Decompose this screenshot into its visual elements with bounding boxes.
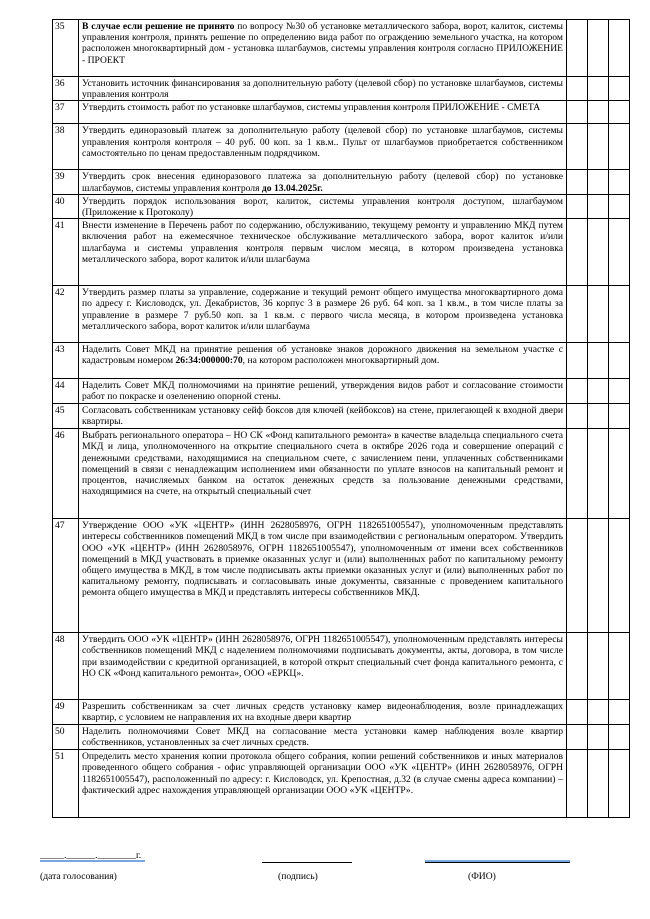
fio-underline	[425, 860, 570, 862]
agenda-row	[53, 519, 630, 633]
item-text-pre: Наделить Совет МКД на принятие решения об установке знаков дорожного движения на земельном участке с кадастровым номером	[82, 344, 563, 367]
vote-against-cell[interactable]	[588, 124, 609, 170]
item-number: 39	[53, 170, 79, 194]
vote-for-cell[interactable]	[567, 429, 588, 519]
agenda-row	[53, 429, 630, 519]
item-text-pre: Разрешить собственникам за счет личных средств установку камер видеонаблюдения, возле принадлежащих квартир, с условием не направления их на входные двери квартир	[82, 701, 563, 724]
item-text-pre: Утверждение ООО «УК «ЦЕНТР» (ИНН 2628058976, ОГРН 1182651005547), уполномоченным представлять интересы собственников помещений МКД в том числе при взаимодействии с региональным оператором. Утвердить ООО «УК «ЦЕНТР» (ИНН 2628058976, ОГРН 1182651005547), уполномоченным от имени всех собственников помещений в МКД участвовать в приемке оказанных услуг и (или) выполненных работ по капитальному ремонту общего имущества в МКД, в том числе подписывать акты приемки оказанных услуг и (или) выполненных работ по капитальному ремонту, подписывать и согласовывать иные документы, связанные с проведением капитального ремонта общего имущества в МКД и представлять интересы собственников МКД.	[82, 520, 563, 599]
vote-abstain-cell[interactable]	[609, 429, 630, 519]
agenda-row	[53, 170, 630, 194]
agenda-row	[53, 286, 630, 343]
item-text	[79, 124, 567, 170]
vote-for-cell[interactable]	[567, 519, 588, 633]
vote-against-cell[interactable]	[588, 404, 609, 429]
agenda-row	[53, 124, 630, 170]
item-text-pre: Наделить полномочиями Совет МКД на согласование места установки камер наблюдения возле квартир собственников, установленных за счет личных средств.	[82, 726, 563, 749]
item-text-pre: Утвердить ООО «УК «ЦЕНТР» (ИНН 2628058976, ОГРН 1182651005547), уполномоченным представлять интересы собственников помещений МКД с наделением полномочиями подписывать документы, акты, договора, в том числе при взаимодействии с кредитной организацией, в которой открыт специальный счет фонда капитального ремонта, с НО СК «Фонд капитального ремонта», ООО «ЕРКЦ».	[82, 634, 563, 679]
item-text	[79, 725, 567, 750]
item-text	[79, 633, 567, 700]
agenda-row	[53, 725, 630, 750]
vote-abstain-cell[interactable]	[609, 20, 630, 77]
item-text	[79, 519, 567, 633]
item-number: 35	[53, 20, 79, 77]
vote-abstain-cell[interactable]	[609, 170, 630, 194]
vote-against-cell[interactable]	[588, 77, 609, 101]
item-text-pre: Утвердить единоразовый платеж за дополнительную работу (целевой сбор) по установке шлагбаумов, системы управления контроля контроля – 40 руб. 00 коп. за 1 кв.м.. Пульт от шлагбаумов приобретается собственником самостоятельно по ценам предоставленным подрядчиком.	[82, 125, 563, 159]
vote-against-cell[interactable]	[588, 700, 609, 725]
item-number: 48	[53, 633, 79, 700]
item-number: 47	[53, 519, 79, 633]
item-text	[79, 194, 567, 218]
vote-abstain-cell[interactable]	[609, 379, 630, 404]
vote-for-cell[interactable]	[567, 124, 588, 170]
vote-abstain-cell[interactable]	[609, 519, 630, 633]
item-number: 40	[53, 194, 79, 218]
vote-against-cell[interactable]	[588, 20, 609, 77]
item-text-pre: Утвердить срок внесения единоразового платежа за дополнительную работу (целевой сбор) по установке шлагбаумов, системы управления контроля	[82, 171, 563, 194]
item-text	[79, 404, 567, 429]
vote-abstain-cell[interactable]	[609, 101, 630, 124]
item-text-pre: Наделить Совет МКД полномочиями на принятие решений, утверждения видов работ и согласование стоимости работ по покраске и озеленению опорной стены.	[82, 380, 563, 403]
vote-for-cell[interactable]	[567, 77, 588, 101]
vote-against-cell[interactable]	[588, 170, 609, 194]
vote-abstain-cell[interactable]	[609, 750, 630, 818]
vote-for-cell[interactable]	[567, 286, 588, 343]
vote-against-cell[interactable]	[588, 750, 609, 818]
item-text-pre: Установить источник финансирования за дополнительную работу (целевой сбор) по установке шлагбаумов, системы управления контроля	[82, 78, 563, 101]
item-text	[79, 429, 567, 519]
item-number: 38	[53, 124, 79, 170]
agenda-row	[53, 101, 630, 124]
vote-against-cell[interactable]	[588, 286, 609, 343]
vote-against-cell[interactable]	[588, 633, 609, 700]
vote-for-cell[interactable]	[567, 700, 588, 725]
item-text	[79, 101, 567, 124]
item-text-pre: Утвердить порядок использования ворот, калиток, системы управления контроля доступом, шлагбаумом (Приложение к Протоколу)	[82, 195, 563, 219]
vote-abstain-cell[interactable]	[609, 77, 630, 101]
item-text	[79, 379, 567, 404]
item-text-pre: Внести изменение в Перечень работ по содержанию, обслуживанию, текущему ремонту и управлению МКД путем включения работ на ежемесячное техническое обслуживание металлического забора, ворот калиток и/или шлагбаума и системы управления контроля первым числом месяца, в котором произведена установка металлического забора, ворот калиток и/или шлагбаума	[82, 220, 563, 265]
item-number: 49	[53, 700, 79, 725]
vote-for-cell[interactable]	[567, 20, 588, 77]
vote-abstain-cell[interactable]	[609, 725, 630, 750]
agenda-row	[53, 700, 630, 725]
item-text	[79, 700, 567, 725]
vote-abstain-cell[interactable]	[609, 343, 630, 379]
agenda-row	[53, 343, 630, 379]
agenda-row	[53, 404, 630, 429]
vote-for-cell[interactable]	[567, 101, 588, 124]
item-number: 41	[53, 219, 79, 286]
item-number: 45	[53, 404, 79, 429]
vote-against-cell[interactable]	[588, 101, 609, 124]
vote-abstain-cell[interactable]	[609, 700, 630, 725]
vote-abstain-cell[interactable]	[609, 219, 630, 286]
agenda-row	[53, 77, 630, 101]
agenda-row	[53, 379, 630, 404]
item-text-pre: Определить место хранения копии протокола общего собрания, копии решений собственников и иных материалов проведенного общего собрания - офис управляющей организации ООО «УК «ЦЕНТР» (ИНН 2628058976, ОГРН 1182651005547), расположенный по адресу: г. Кисловодск, ул. Крепостная, д.32 (в случае смены адреса компании) – фактический адрес нахождения управляющей организации ООО «УК «ЦЕНТР».	[82, 751, 563, 796]
vote-abstain-cell[interactable]	[609, 404, 630, 429]
item-text	[79, 170, 567, 194]
vote-for-cell[interactable]	[567, 725, 588, 750]
vote-against-cell[interactable]	[588, 429, 609, 519]
vote-for-cell[interactable]	[567, 379, 588, 404]
item-text-pre: Утвердить размер платы за управление, содержание и текущий ремонт общего имущества многоквартирного дома по адресу г. Кисловодск, ул. Декабристов, 36 корпус 3 в размере 26 руб. 64 коп. за 1 кв.м., в том числе платы за управление в размере 7 руб.50 коп. за 1 кв.м. с первого числа месяца, в котором произведена установка металлического забора, ворот калиток и/или шлагбаума	[82, 287, 563, 332]
vote-against-cell[interactable]	[588, 519, 609, 633]
item-number: 46	[53, 429, 79, 519]
item-number: 37	[53, 101, 79, 124]
vote-for-cell[interactable]	[567, 170, 588, 194]
date-field[interactable]: _____.______.________г.	[40, 850, 142, 861]
item-text-pre: Утвердить стоимость работ по установке шлагбаумов, системы управления контроля ПРИЛОЖЕНИЕ - СМЕТА	[82, 102, 541, 114]
vote-against-cell[interactable]	[588, 219, 609, 286]
date-caption: (дата голосования)	[40, 871, 117, 882]
agenda-row	[53, 750, 630, 818]
item-number: 43	[53, 343, 79, 379]
item-number: 51	[53, 750, 79, 818]
item-text	[79, 343, 567, 379]
item-number: 50	[53, 725, 79, 750]
item-number: 42	[53, 286, 79, 343]
fio-caption: (ФИО)	[468, 871, 496, 882]
agenda-row	[53, 194, 630, 218]
vote-for-cell[interactable]	[567, 194, 588, 218]
vote-against-cell[interactable]	[588, 194, 609, 218]
signature-caption: (подпись)	[278, 871, 318, 882]
ballot-table	[52, 19, 630, 818]
vote-for-cell[interactable]	[567, 343, 588, 379]
item-text	[79, 286, 567, 343]
item-text-pre: Согласовать собственникам установку сейф боксов для ключей (кейбоксов) на стене, прилегающей к входной двери квартиры.	[82, 405, 563, 428]
item-number: 36	[53, 77, 79, 101]
vote-against-cell[interactable]	[588, 343, 609, 379]
vote-for-cell[interactable]	[567, 750, 588, 818]
item-text-post: по вопросу №30 об установке металлического забора, ворот, калиток, системы управления контроля, принять решение по определению вида работ по ограждению земельного участка, на котором расположен многоквартирный дом - установка шлагбаумов, системы управления контроля согласно ПРИЛОЖЕНИЕ - ПРОЕКТ	[82, 21, 563, 66]
signature-footer	[0, 850, 650, 890]
vote-for-cell[interactable]	[567, 633, 588, 700]
vote-abstain-cell[interactable]	[609, 286, 630, 343]
item-text-bold: до 13.04.2025г.	[261, 182, 323, 194]
item-text-pre: Выбрать регионального оператора – НО СК «Фонд капитального ремонта» в качестве владельца специального счета МКД и лица, уполномоченного на открытие специального счета в октябре 2026 года и совершение операций с денежными средствами, находящимися на специальном счете, с зачислением пени, уплаченных собственниками помещений в связи с ненадлежащим исполнением ими обязанности по уплате взносов на капитальный ремонт и процентов, начисляемых банком на остаток денежных средств за пользование денежными средствами, находящимися на счете, на открытый специальный счет	[82, 430, 563, 498]
item-number: 44	[53, 379, 79, 404]
item-text-post: , на котором расположен многоквартирный дом.	[242, 355, 440, 367]
vote-against-cell[interactable]	[588, 379, 609, 404]
vote-for-cell[interactable]	[567, 219, 588, 286]
item-text	[79, 77, 567, 101]
vote-against-cell[interactable]	[588, 725, 609, 750]
vote-abstain-cell[interactable]	[609, 124, 630, 170]
item-text	[79, 20, 567, 77]
item-text	[79, 750, 567, 818]
signature-field[interactable]	[262, 850, 352, 863]
item-text-bold: 26:34:000000:70	[175, 355, 243, 367]
item-text-bold: В случае если решение не принято	[82, 21, 235, 32]
vote-abstain-cell[interactable]	[609, 194, 630, 218]
agenda-row	[53, 20, 630, 77]
agenda-row	[53, 219, 630, 286]
vote-abstain-cell[interactable]	[609, 633, 630, 700]
agenda-row	[53, 633, 630, 700]
item-text	[79, 219, 567, 286]
vote-for-cell[interactable]	[567, 404, 588, 429]
